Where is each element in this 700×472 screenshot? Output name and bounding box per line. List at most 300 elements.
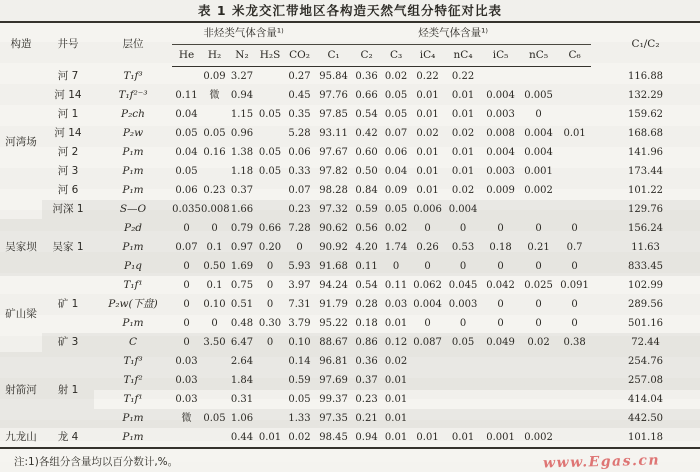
cell-value: 0.54 [355, 109, 378, 120]
cell-value: 442.50 [628, 413, 664, 424]
col-group-nonhydrocarbon: 非烃类气体含量¹⁾ [172, 22, 315, 45]
cell-value: 0.26 [416, 242, 439, 253]
cell-value: 97.76 [319, 90, 348, 101]
table-row [0, 200, 700, 219]
cell-value: 101.22 [628, 185, 664, 196]
cell-value: 91.79 [319, 299, 348, 310]
cell-value [256, 390, 284, 409]
table-row [0, 409, 700, 428]
cell-value: 1.66 [230, 204, 254, 215]
cell-horizon: T₁f² [123, 374, 143, 386]
table-row [0, 390, 700, 409]
cell-value [256, 67, 284, 87]
cell-value: 0.59 [288, 375, 311, 386]
cell-value [256, 181, 284, 200]
cell-well: 河 1 [57, 108, 79, 120]
cell-horizon: T₁f²⁻³ [118, 89, 148, 101]
table-row [0, 238, 700, 257]
cell-value: 0.79 [230, 223, 254, 234]
cell-value: 0.18 [355, 318, 378, 329]
cell-value: 0.10 [203, 299, 226, 310]
col-header-n2: N₂ [228, 45, 256, 67]
cell-value: 0.31 [230, 394, 254, 405]
col-header-c6: C₆ [558, 45, 591, 67]
cell-value: 1.84 [230, 375, 254, 386]
table-body [0, 67, 700, 449]
table-row [0, 295, 700, 314]
cell-value: 0.1 [206, 280, 223, 291]
cell-value: 0 [183, 280, 190, 291]
cell-value: 2.64 [230, 356, 254, 367]
cell-horizon: T₁f³ [123, 355, 143, 367]
cell-value: 101.18 [628, 432, 664, 443]
cell-horizon: P₁m [122, 165, 144, 177]
cell-value: 0.21 [355, 413, 378, 424]
cell-value: 3.50 [203, 337, 226, 348]
cell-value: 0.11 [175, 90, 198, 101]
cell-structure: 河湾场 [5, 136, 37, 149]
cell-well: 河 6 [57, 184, 79, 196]
cell-value: 0.36 [355, 356, 378, 367]
cell-value: 1.69 [230, 261, 254, 272]
table-row [0, 124, 700, 143]
cell-value: 0.005 [524, 90, 553, 101]
cell-value: 97.69 [319, 375, 348, 386]
cell-value: 0.02 [384, 356, 408, 367]
cell-value: 0 [497, 261, 504, 272]
watermark: www.Egas.cn [542, 452, 661, 472]
cell-value [256, 200, 284, 219]
table-row [0, 162, 700, 181]
cell-value: 0.1 [206, 242, 223, 253]
cell-value: 1.38 [230, 147, 254, 158]
cell-value: 0.45 [288, 90, 311, 101]
cell-well: 河 7 [57, 69, 79, 82]
footer [0, 449, 700, 470]
cell-value: 289.56 [628, 299, 664, 310]
cell-value: 97.67 [319, 147, 348, 158]
cell-value [256, 86, 284, 105]
cell-structure: 吴家坝 [5, 241, 37, 253]
cell-value [558, 409, 591, 428]
cell-value: 0.56 [355, 223, 378, 234]
cell-value: 0.01 [416, 185, 439, 196]
col-header-well: 井号 [57, 38, 79, 51]
table-row [0, 371, 700, 390]
cell-value: 0.001 [486, 432, 515, 443]
cell-horizon: T₁f³ [123, 69, 143, 82]
table-title: 表 1 米龙交汇带地区各构造天然气组分特征对比表 [198, 3, 502, 18]
cell-value: 0 [535, 109, 542, 120]
cell-value: 0.003 [486, 109, 515, 120]
cell-value: 0.27 [288, 71, 311, 82]
cell-value: 102.99 [628, 280, 664, 291]
col-header-h2: H₂ [201, 45, 228, 67]
cell-value: 414.04 [628, 394, 664, 405]
cell-value: 0 [211, 318, 218, 329]
cell-value: 99.37 [319, 394, 348, 405]
cell-value: 0.05 [258, 147, 282, 158]
cell-value: 0.23 [288, 204, 311, 215]
cell-value: 0.86 [355, 337, 378, 348]
cell-value: 0.002 [524, 185, 553, 196]
cell-value: 0 [571, 261, 578, 272]
cell-value: 0 [424, 318, 431, 329]
cell-value: 0.28 [355, 299, 378, 310]
cell-value: 90.62 [319, 223, 348, 234]
cell-value: 0.01 [384, 413, 408, 424]
cell-value [444, 371, 482, 390]
cell-value: 0.01 [451, 90, 475, 101]
table-row [0, 105, 700, 124]
cell-value: 0.96 [230, 128, 254, 139]
col-header-nc5: nC₅ [519, 45, 558, 67]
cell-value: 5.93 [288, 261, 311, 272]
cell-value [558, 371, 591, 390]
cell-value: 0.05 [175, 128, 198, 139]
table-row [0, 314, 700, 333]
col-header-h2s: H₂S [256, 45, 284, 67]
cell-value: 0 [571, 223, 578, 234]
cell-value [201, 352, 228, 371]
cell-value: 0.37 [355, 375, 378, 386]
cell-value: 0 [535, 299, 542, 310]
cell-value [519, 67, 558, 87]
cell-value: 0.66 [355, 90, 378, 101]
cell-well: 河深 1 [52, 203, 84, 215]
cell-horizon: P₁m [122, 317, 144, 329]
cell-value: 0 [296, 242, 303, 253]
cell-value: 0.03 [384, 299, 408, 310]
cell-value: 0.002 [524, 432, 553, 443]
cell-value: 0.004 [486, 147, 515, 158]
cell-value: 0.33 [288, 166, 311, 177]
cell-well: 龙 4 [57, 431, 79, 443]
cell-value: 1.33 [288, 413, 311, 424]
cell-value: 0.004 [524, 147, 553, 158]
cell-value: 168.68 [628, 128, 664, 139]
col-header-horizon: 层位 [122, 38, 144, 51]
cell-horizon: P₁q [124, 260, 142, 272]
cell-value: 95.22 [319, 318, 348, 329]
cell-value: 0.37 [230, 185, 254, 196]
col-header-c1c2-ratio: C₁/C₂ [631, 38, 660, 51]
cell-value: 90.92 [319, 242, 348, 253]
cell-value: 0.01 [416, 147, 439, 158]
cell-value: 0.10 [288, 337, 311, 348]
cell-value: 0.59 [355, 204, 378, 215]
cell-value: 0.025 [524, 280, 553, 291]
cell-value: 0 [266, 280, 274, 291]
cell-value: 7.31 [288, 299, 311, 310]
cell-value [201, 371, 228, 390]
cell-value: 0.06 [384, 147, 408, 158]
cell-value: 91.68 [319, 261, 348, 272]
cell-value: 3.27 [230, 71, 254, 82]
cell-well: 吴家 1 [52, 241, 84, 253]
cell-value: 0.05 [175, 166, 198, 177]
cell-well: 河 3 [57, 165, 79, 177]
cell-value: 0.05 [384, 204, 408, 215]
cell-value: 0.01 [451, 166, 475, 177]
cell-value: 0.23 [203, 185, 226, 196]
cell-structure: 射箭河 [5, 383, 37, 396]
cell-value: 0.35 [288, 109, 311, 120]
cell-value: 72.44 [631, 337, 660, 348]
cell-well: 矿 3 [57, 336, 79, 348]
table-row [0, 86, 700, 105]
cell-value: 0.7 [566, 242, 583, 253]
cell-value: 141.96 [628, 147, 664, 158]
cell-horizon: P₁m [122, 184, 144, 196]
cell-value: 0.01 [258, 432, 282, 443]
cell-value: 0.53 [451, 242, 475, 253]
cell-value: 0.01 [384, 318, 408, 329]
table-row [0, 257, 700, 276]
cell-value [519, 371, 558, 390]
cell-value: 0.30 [258, 318, 282, 329]
cell-value: 0.75 [230, 280, 254, 291]
cell-value: 0.062 [413, 280, 442, 291]
table-row [0, 67, 700, 87]
col-header-nc4: nC₄ [444, 45, 482, 67]
cell-value: 1.74 [384, 242, 408, 253]
cell-value: 0.07 [288, 185, 311, 196]
cell-value: 0.16 [203, 147, 226, 158]
cell-value [558, 352, 591, 371]
cell-value: 3.97 [288, 280, 311, 291]
cell-value [482, 200, 519, 219]
cell-value: 93.11 [319, 128, 348, 139]
cell-value: 0 [535, 261, 542, 272]
cell-value: 94.24 [319, 280, 348, 291]
cell-value: 0.06 [288, 147, 311, 158]
cell-value [558, 428, 591, 448]
cell-value: 4.20 [355, 242, 378, 253]
cell-value: 0.01 [416, 166, 439, 177]
cell-value: 0.20 [258, 242, 282, 253]
cell-value: 0.087 [413, 337, 442, 348]
cell-value: 0.01 [416, 109, 439, 120]
table-header [0, 22, 700, 67]
cell-value: 833.45 [628, 261, 664, 272]
cell-value: 0.01 [451, 147, 475, 158]
cell-value: 0 [459, 261, 467, 272]
cell-value: 1.18 [230, 166, 254, 177]
cell-value: 0.009 [486, 185, 515, 196]
cell-value: 0.01 [451, 432, 475, 443]
cell-value: 0 [211, 223, 218, 234]
cell-value: 88.67 [319, 337, 348, 348]
cell-value: 0.02 [527, 337, 550, 348]
cell-value [558, 105, 591, 124]
cell-value: 0.09 [203, 71, 226, 82]
cell-value: 0 [535, 318, 542, 329]
cell-value: 0.23 [355, 394, 378, 405]
col-header-he: He [172, 45, 201, 67]
cell-value: 0 [183, 337, 190, 348]
cell-value: 0 [183, 299, 190, 310]
col-header-structure: 构造 [10, 38, 32, 51]
cell-horizon: P₁m [122, 146, 144, 158]
cell-value: 0 [424, 261, 431, 272]
cell-value: 0.004 [524, 128, 553, 139]
cell-value [411, 352, 444, 371]
gas-composition-table [0, 21, 700, 449]
col-header-c1: C₁ [315, 45, 352, 67]
cell-value: 0.02 [451, 128, 475, 139]
cell-value [256, 371, 284, 390]
table-row [0, 352, 700, 371]
cell-value [482, 371, 519, 390]
cell-value: 0.03 [175, 394, 198, 405]
footnote: 注:1)各组分含量均以百分数计,%。 [14, 456, 179, 468]
cell-value: 0 [459, 318, 467, 329]
cell-value: 156.24 [628, 223, 664, 234]
cell-value: 0.003 [486, 166, 515, 177]
cell-value [558, 67, 591, 87]
cell-value: 0.22 [416, 71, 439, 82]
cell-value: 0.05 [288, 394, 311, 405]
cell-value: 159.62 [628, 109, 664, 120]
cell-value: 0.03 [175, 356, 198, 367]
cell-value: 0.01 [384, 394, 408, 405]
cell-value: 0.44 [230, 432, 254, 443]
cell-value: 0.004 [448, 204, 478, 215]
cell-value: 132.29 [628, 90, 664, 101]
cell-structure: 九龙山 [5, 431, 37, 443]
cell-value: 0 [459, 223, 467, 234]
cell-value: 0 [571, 299, 578, 310]
cell-value: 0.21 [527, 242, 550, 253]
cell-value: 1.15 [230, 109, 254, 120]
cell-value: 0 [183, 318, 190, 329]
cell-value: 0.50 [355, 166, 378, 177]
cell-value [256, 124, 284, 143]
cell-value: 微 [181, 413, 192, 424]
cell-value [482, 352, 519, 371]
cell-value: 0.97 [230, 242, 254, 253]
cell-value: 98.45 [319, 432, 348, 443]
cell-value: 95.84 [319, 71, 348, 82]
cell-value: 0.94 [230, 90, 254, 101]
cell-value: 129.76 [628, 204, 664, 215]
cell-value: 0.94 [355, 432, 378, 443]
cell-value: 0.36 [355, 71, 378, 82]
cell-horizon: P₂w [122, 127, 144, 139]
cell-value: 6.47 [230, 337, 254, 348]
cell-value: 116.88 [628, 70, 664, 82]
cell-horizon: C [128, 336, 138, 348]
cell-value [444, 409, 482, 428]
cell-value: 0.05 [258, 166, 282, 177]
cell-value: 0.001 [524, 166, 553, 177]
cell-value: 0.01 [451, 109, 475, 120]
table-row [0, 181, 700, 200]
cell-value: 0.01 [416, 432, 439, 443]
cell-value: 0.66 [258, 223, 282, 234]
table-row [0, 219, 700, 238]
cell-value: 0.38 [563, 337, 586, 348]
cell-value: 97.32 [319, 204, 348, 215]
cell-value: 0.09 [384, 185, 408, 196]
cell-value: 0.14 [288, 356, 311, 367]
cell-value: 0.004 [486, 90, 515, 101]
cell-value: 0.02 [384, 71, 408, 82]
table-row [0, 333, 700, 352]
cell-value: 0.091 [560, 280, 589, 291]
cell-value: 0.02 [416, 128, 439, 139]
cell-value: 0.049 [486, 337, 515, 348]
cell-value: 0.02 [384, 223, 408, 234]
cell-value: 0.05 [258, 109, 282, 120]
cell-value: 0 [392, 261, 400, 272]
cell-value: 0.11 [355, 261, 378, 272]
cell-value [444, 390, 482, 409]
cell-well: 河 14 [54, 89, 82, 101]
cell-value: 97.82 [319, 166, 348, 177]
cell-value: 0.51 [230, 299, 254, 310]
cell-value [519, 390, 558, 409]
cell-value [558, 86, 591, 105]
cell-value [201, 390, 228, 409]
cell-value [558, 200, 591, 219]
cell-value [558, 162, 591, 181]
cell-value: 0.01 [384, 375, 408, 386]
cell-value: 3.79 [288, 318, 311, 329]
cell-well: 矿 1 [57, 298, 79, 310]
cell-value: 0.05 [451, 337, 475, 348]
cell-value: 0.22 [451, 71, 475, 82]
cell-value [256, 352, 284, 371]
cell-value [201, 428, 228, 448]
cell-value: 0.18 [489, 242, 512, 253]
cell-value: 0.006 [413, 204, 442, 215]
cell-value: 254.76 [628, 356, 664, 367]
cell-well: 射 1 [57, 383, 79, 396]
cell-value: 0.03 [175, 375, 198, 386]
cell-value: 微 [209, 90, 220, 101]
cell-value: 0.05 [384, 90, 408, 101]
cell-value: 5.28 [288, 128, 311, 139]
cell-value: 0.07 [175, 242, 198, 253]
cell-value: 0.50 [203, 261, 226, 272]
col-header-ic5: iC₅ [482, 45, 519, 67]
cell-value [519, 409, 558, 428]
cell-horizon: P₂w(下盘) [108, 298, 158, 310]
cell-value: 0.003 [448, 299, 478, 310]
cell-value: 0.12 [384, 337, 408, 348]
cell-value: 0.02 [288, 432, 311, 443]
cell-value: 0.01 [384, 432, 408, 443]
cell-value: 98.28 [319, 185, 348, 196]
cell-value [482, 390, 519, 409]
cell-value: 173.44 [628, 166, 664, 177]
cell-value [558, 390, 591, 409]
cell-value: 0 [266, 261, 274, 272]
cell-value: 7.28 [288, 223, 311, 234]
cell-value: 0.11 [384, 280, 408, 291]
cell-value: 0 [424, 223, 431, 234]
cell-well: 河 14 [54, 127, 82, 139]
cell-value: 0.04 [175, 109, 198, 120]
cell-value: 96.81 [319, 356, 348, 367]
cell-value [558, 143, 591, 162]
cell-value [172, 67, 201, 87]
cell-value: 0.05 [384, 109, 408, 120]
cell-value: 0.042 [486, 280, 515, 291]
table-row [0, 276, 700, 295]
